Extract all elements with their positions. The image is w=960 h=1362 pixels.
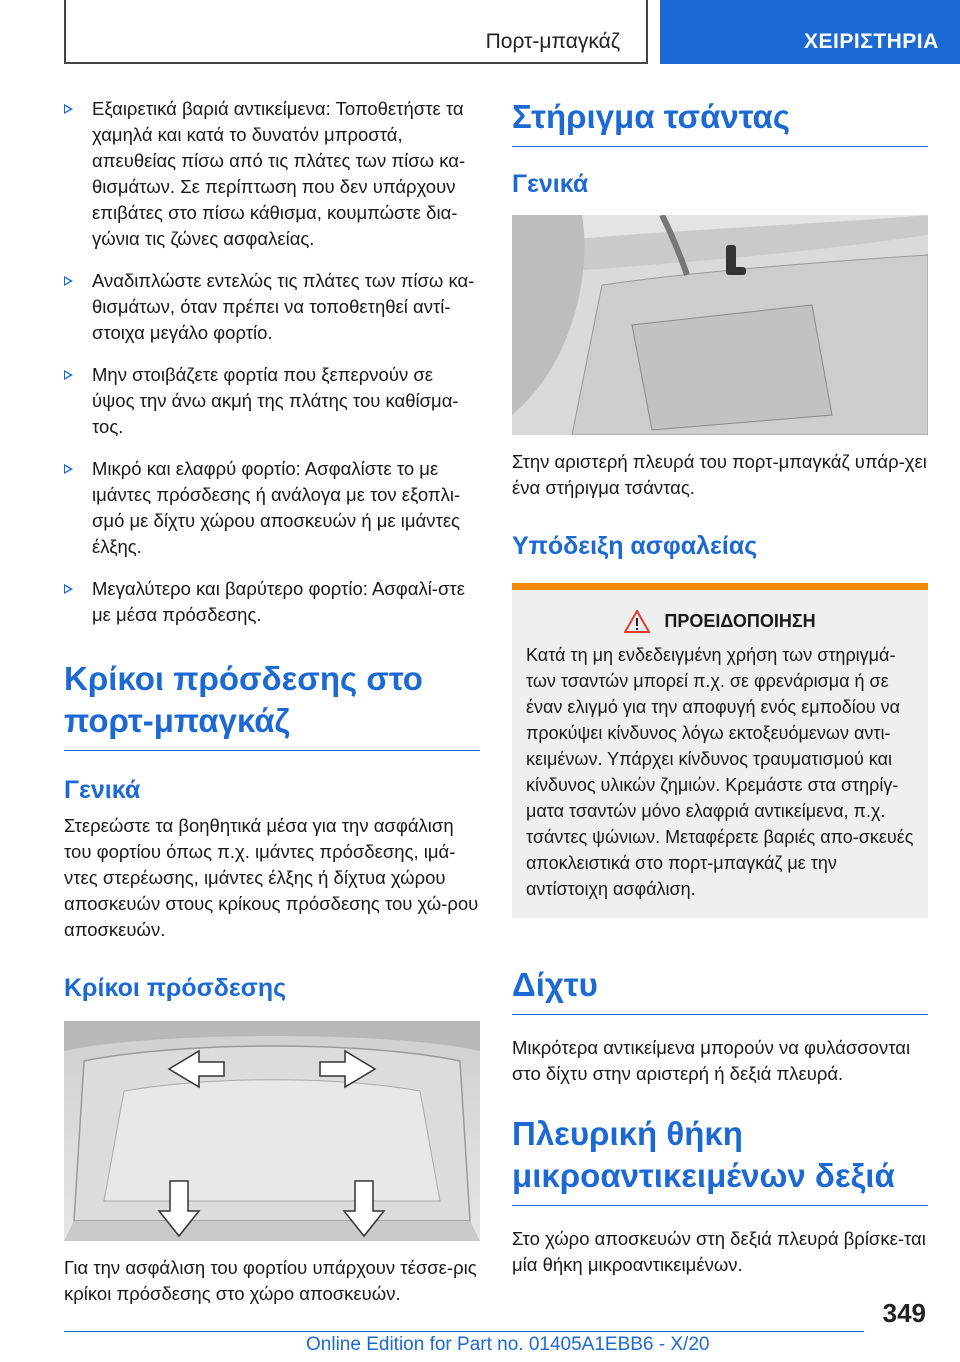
warning-bar [512, 583, 928, 590]
footer-edition-text: Online Edition for Part no. 01405A1EBB6 - X/20 [306, 1334, 710, 1355]
net-paragraph: Μικρότερα αντικείμενα μπορούν να φυλάσσονται στο δίχτυ στην αριστερή ή δεξιά πλευρά. [512, 1037, 911, 1084]
subheading-tie-down-rings: Κρίκοι πρόσδεσης [64, 974, 287, 1002]
warning-box [512, 590, 928, 918]
subheading-safety: Υπόδειξη ασφαλείας [512, 532, 758, 560]
left-column [64, 96, 480, 1307]
bullet-triangle-icon [64, 104, 73, 114]
list-item: Εξαιρετικά βαριά αντικείμενα: Τοποθετήστε τα χαμηλά και κατά το δυνατόν μπροστά, απευθείας πίσω από τις πλάτες των πίσω κα-θισμάτων. Σε περίπτωση που δεν υπάρχουν επιβάτες στο πίσω κάθισμα, κουμπώστε δια-γώνια τις ζώνες ασφαλείας. [64, 96, 480, 252]
section-heading-side-compartment: Πλευρική θήκη μικροαντικειμένων δεξιά [512, 1113, 928, 1206]
bullet-triangle-icon [64, 370, 73, 380]
header-section-title: Πορτ-μπαγκάζ [485, 30, 620, 53]
page-number: 349 [882, 1298, 926, 1328]
subheading-general: Γενικά [64, 776, 141, 804]
warning-title: ΠΡΟΕΙΔΟΠΟΙΗΣΗ [526, 608, 914, 634]
footer-divider [64, 1331, 864, 1332]
rings-paragraph: Για την ασφάλιση του φορτίου υπάρχουν τέσσε-ρις κρίκοι πρόσδεσης στο χώρο αποσκευών. [64, 1257, 477, 1304]
list-item: Αναδιπλώστε εντελώς τις πλάτες των πίσω κα-θισμάτων, όταν πρέπει να τοποθετηθεί αντί-στοιχα μεγάλο φορτίο. [64, 268, 480, 346]
warning-triangle-icon [624, 610, 650, 633]
subheading-general: Γενικά [512, 170, 589, 198]
warning-text: Κατά τη μη ενδεδειγμένη χρήση των στηριγμά-των τσαντών μπορεί π.χ. σε φρενάρισμα ή σε έναν ελιγμό για την αποφυγή ενός εμποδίου να προκύψει κίνδυνος λόγω εκτοξευόμενων αντι-κειμένων. Υπάρχει κίνδυνος τραυματισμού και κίνδυνος υλικών ζημιών. Κρεμάστε στα στηρίγ-ματα τσαντών μόνο ελαφριά αντικείμενα, π.χ. τσάντες ψώνιων. Μεταφέρετε βαριές απο-σκευές αποκλειστικά στο πορτ-μπαγκάζ με την αντίστοιχη ασφάλιση. [526, 645, 914, 899]
bullet-triangle-icon [64, 584, 73, 594]
bag-hook-photo [512, 215, 928, 435]
bag-hook-paragraph: Στην αριστερή πλευρά του πορτ-μπαγκάζ υπάρ-χει ένα στήριγμα τσάντας. [512, 451, 927, 498]
trunk-rings-photo [64, 1021, 480, 1241]
bullet-triangle-icon [64, 276, 73, 286]
section-heading-net: Δίχτυ [512, 964, 928, 1015]
general-paragraph: Στερεώστε τα βοηθητικά μέσα για την ασφάλιση του φορτίου όπως π.χ. ιμάντες πρόσδεσης, ιμά-ντες στερέωσης, ιμάντες έλξης ή δίχτυα χώρου αποσκευών στους κρίκους πρόσδεσης του χώ-ρου αποσκευών. [64, 815, 479, 940]
header-chapter-tab: ΧΕΙΡΙΣΤΗΡΙΑ [660, 0, 960, 64]
right-column [512, 96, 928, 1278]
list-item: Μην στοιβάζετε φορτία που ξεπερνούν σε ύψος την άνω ακμή της πλάτης του καθίσμα-τος. [64, 362, 480, 440]
section-heading-bag-hook: Στήριγμα τσάντας [512, 96, 928, 147]
bullet-triangle-icon [64, 464, 73, 474]
list-item: Μεγαλύτερο και βαρύτερο φορτίο: Ασφαλί-στε με μέσα πρόσδεσης. [64, 576, 480, 628]
list-item: Μικρό και ελαφρύ φορτίο: Ασφαλίστε το με ιμάντες πρόσδεσης ή ανάλογα με τον εξοπλι-σμό με δίχτυ χώρου αποσκευών ή με ιμάντες έλξης. [64, 456, 480, 560]
warning-block [512, 583, 928, 918]
section-heading-tie-down-rings: Κρίκοι πρόσδεσης στο πορτ-μπαγκάζ [64, 658, 480, 751]
side-compartment-paragraph: Στο χώρο αποσκευών στη δεξιά πλευρά βρίσκε-ται μία θήκη μικροαντικειμένων. [512, 1228, 926, 1275]
